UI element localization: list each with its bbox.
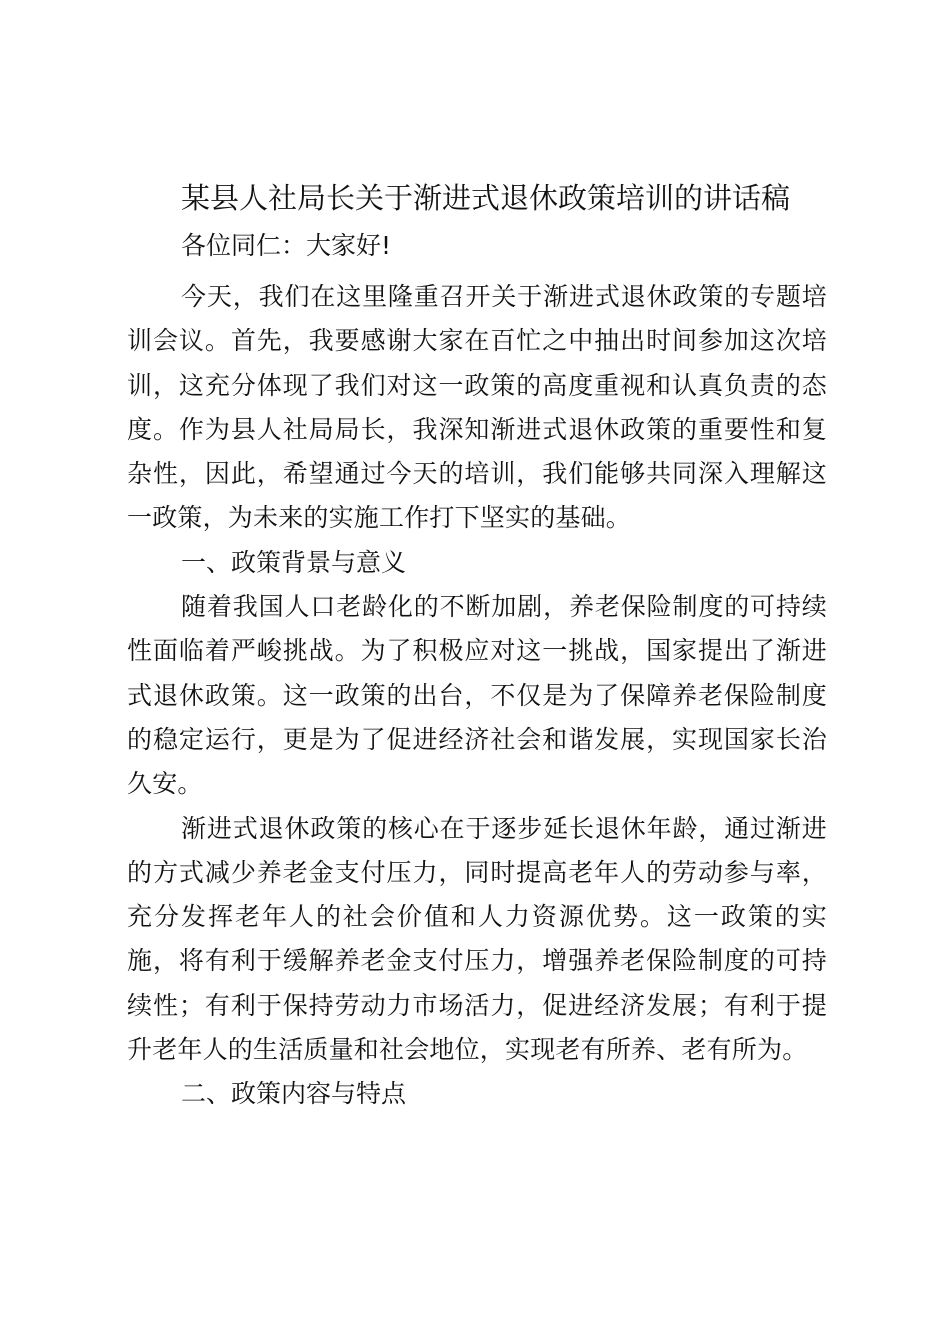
document-title: 某县人社局长关于渐进式退休政策培训的讲话稿 — [181, 181, 791, 215]
section-1-paragraph-2: 渐进式退休政策的核心在于逐步延长退休年龄，通过渐进的方式减少养老金支付压力，同时提高老年人的劳动参与率，充分发挥老年人的社会价值和人力资源优势。这一政策的实施，将有利于缓解养老金支付压力，增强养老保险制度的可持续性；有利于保持劳动力市场活力，促进经济发展；有利于提升老年人的生活质量和社会地位，实现老有所养、老有所为。 — [127, 813, 827, 1065]
section-1-paragraph-1: 随着我国人口老龄化的不断加剧，养老保险制度的可持续性面临着严峻挑战。为了积极应对这一挑战，国家提出了渐进式退休政策。这一政策的出台，不仅是为了保障养老保险制度的稳定运行，更是为了促进经济社会和谐发展，实现国家长治久安。 — [127, 592, 827, 799]
intro-paragraph: 今天，我们在这里隆重召开关于渐进式退休政策的专题培训会议。首先，我要感谢大家在百忙之中抽出时间参加这次培训，这充分体现了我们对这一政策的高度重视和认真负责的态度。作为县人社局局长，我深知渐进式退休政策的重要性和复杂性，因此，希望通过今天的培训，我们能够共同深入理解这一政策，为未来的实施工作打下坚实的基础。 — [127, 282, 827, 533]
section-1-heading: 一、政策背景与意义 — [181, 547, 407, 577]
greeting: 各位同仁：大家好! — [181, 231, 392, 260]
document-body — [127, 176, 827, 1117]
section-2-heading: 二、政策内容与特点 — [181, 1079, 407, 1109]
